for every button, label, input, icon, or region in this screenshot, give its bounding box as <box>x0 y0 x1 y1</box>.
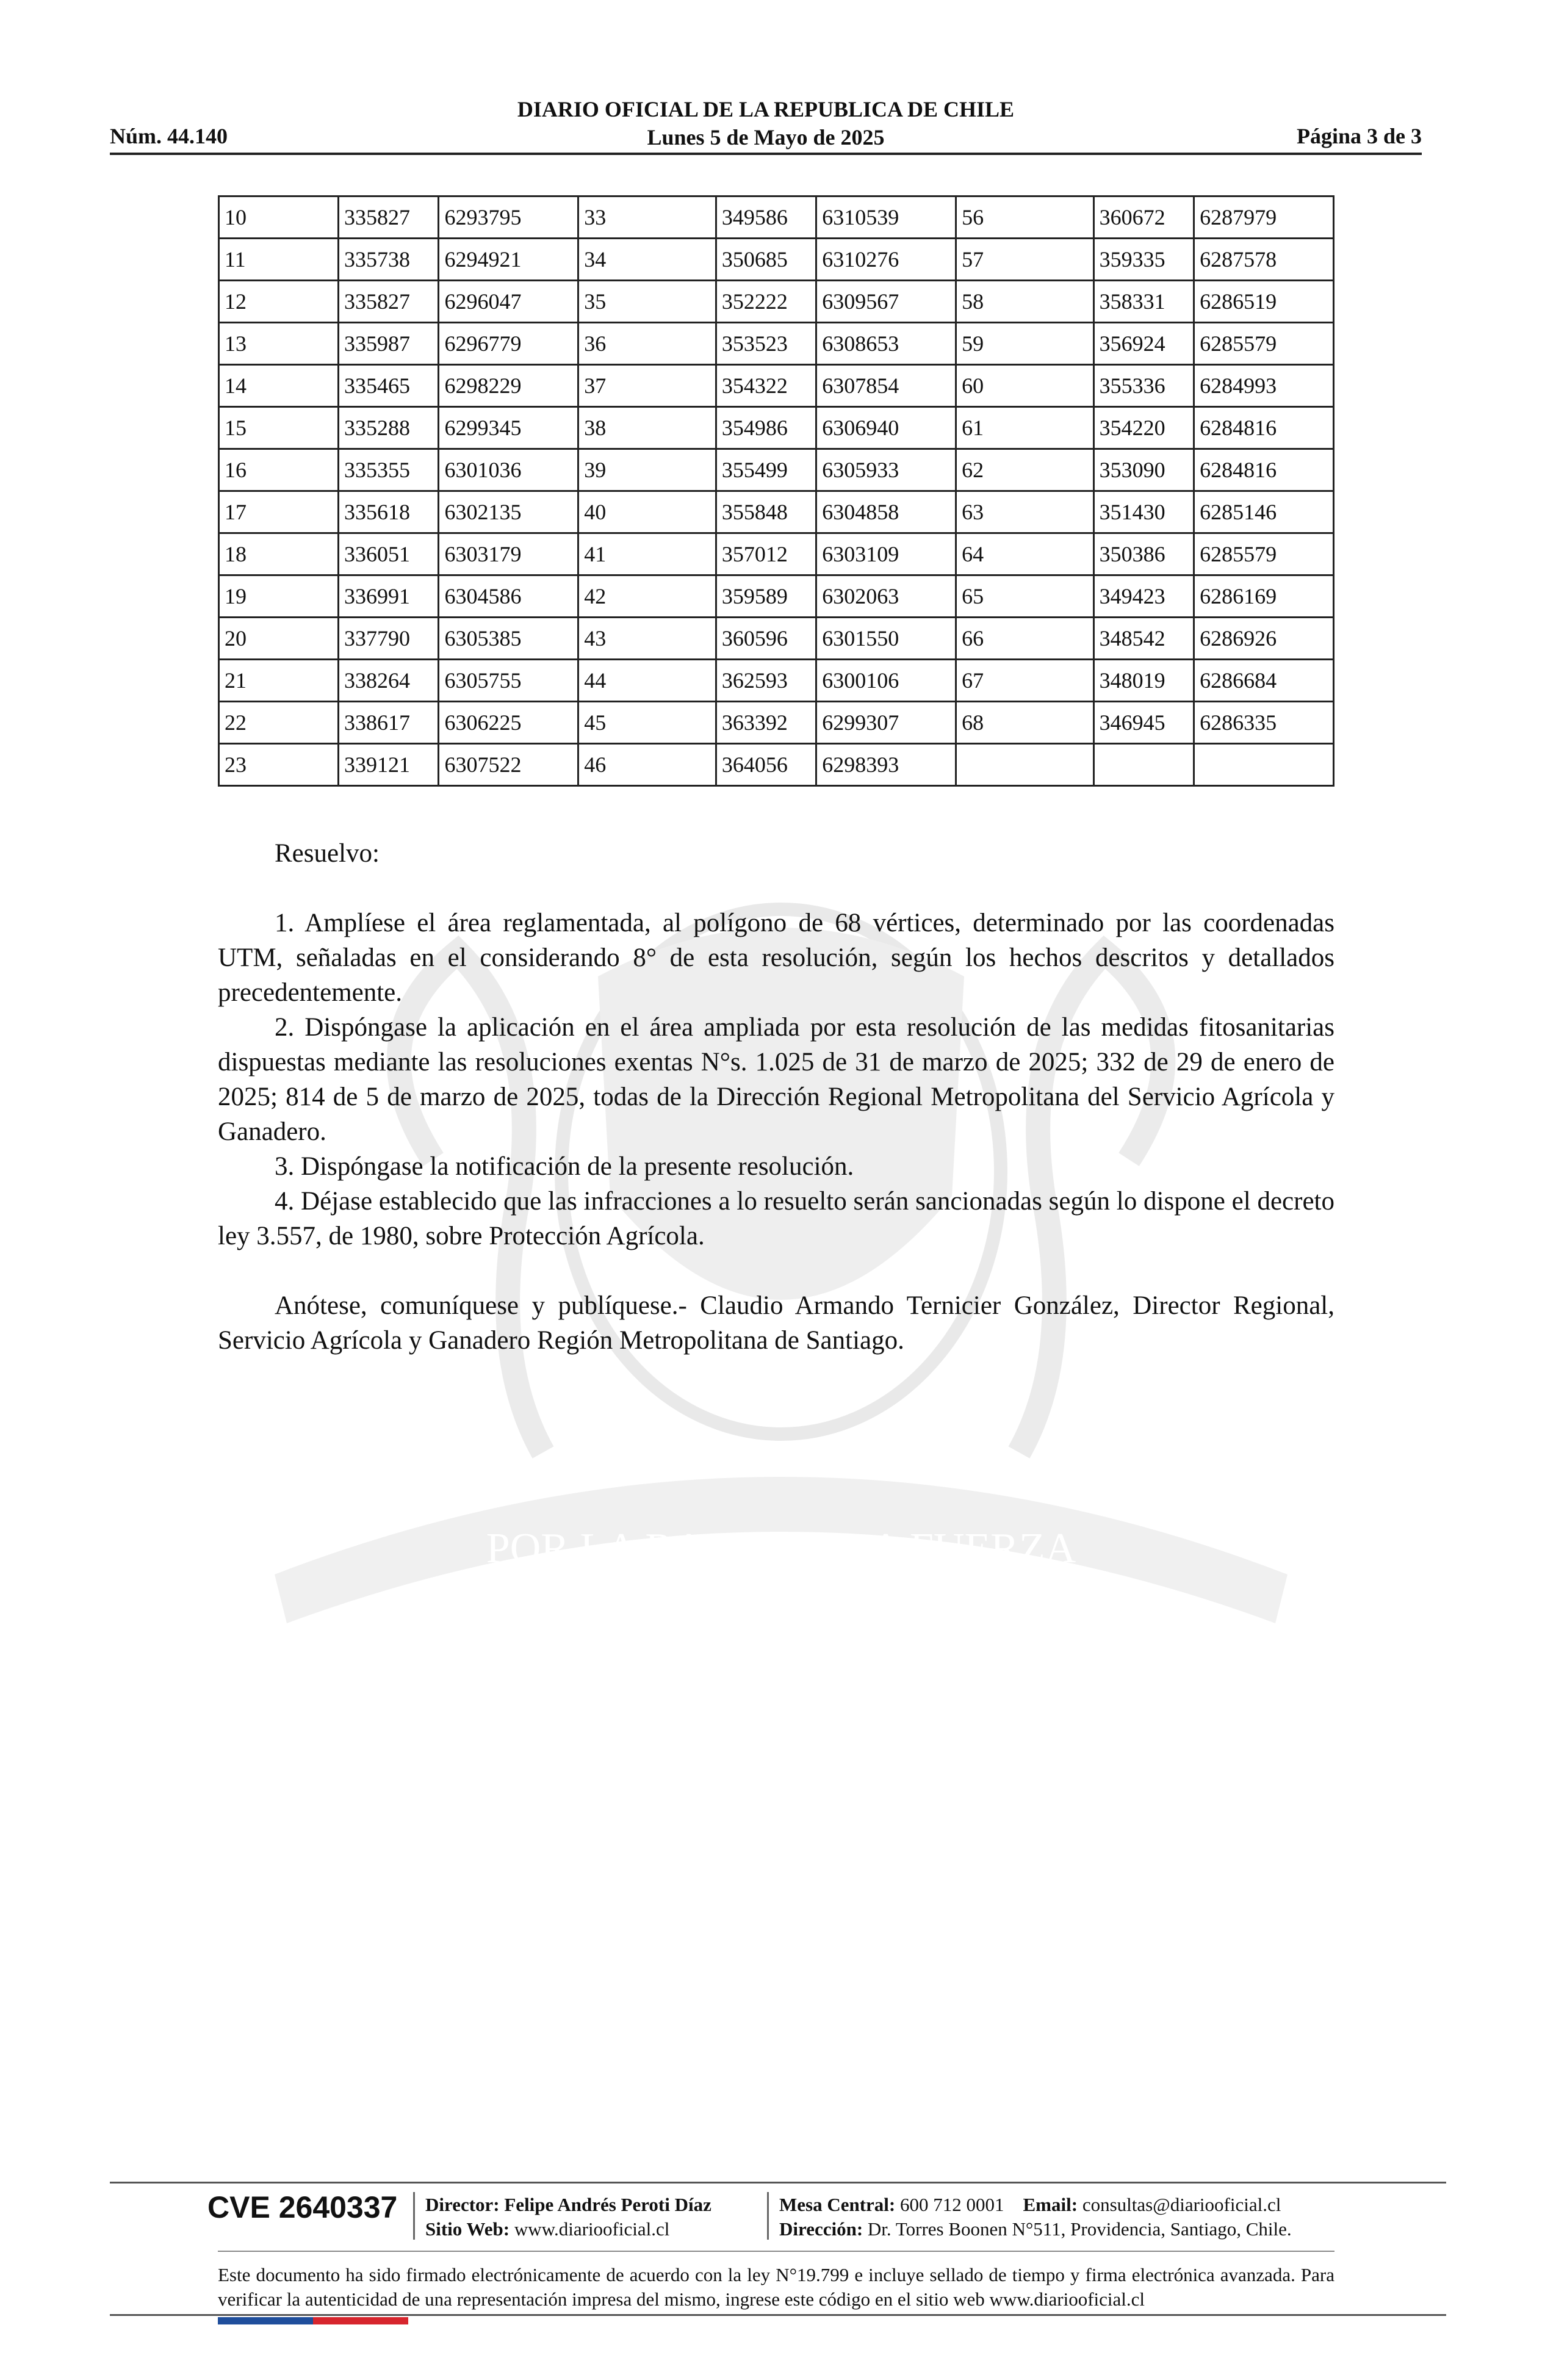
table-cell: 6296047 <box>439 281 578 323</box>
table-cell: 362593 <box>716 660 816 702</box>
table-cell: 6302135 <box>439 491 578 533</box>
footer-divider <box>413 2192 415 2240</box>
table-cell: 43 <box>578 618 716 660</box>
paragraph-3: 3. Dispóngase la notificación de la presente resolución. <box>275 1152 854 1181</box>
table-cell: 6301550 <box>816 618 956 660</box>
table-cell: 40 <box>578 491 716 533</box>
table-cell: 338264 <box>339 660 439 702</box>
table-cell: 6303179 <box>439 533 578 575</box>
newspaper-title <box>110 95 1422 151</box>
table-cell: 6301036 <box>439 449 578 491</box>
table-cell: 14 <box>219 365 339 407</box>
table-cell: 6286926 <box>1194 618 1334 660</box>
table-cell: 17 <box>219 491 339 533</box>
table-row <box>219 407 1334 449</box>
table-cell: 63 <box>956 491 1094 533</box>
table-cell: 65 <box>956 575 1094 618</box>
table-cell: 44 <box>578 660 716 702</box>
table-cell: 64 <box>956 533 1094 575</box>
page-header <box>110 92 1422 155</box>
table-cell: 335738 <box>339 239 439 281</box>
table-cell: 6307522 <box>439 744 578 786</box>
table-cell: 348542 <box>1093 618 1194 660</box>
table-row <box>219 197 1334 239</box>
table-cell: 36 <box>578 323 716 365</box>
table-cell: 6305933 <box>816 449 956 491</box>
table-cell: 352222 <box>716 281 816 323</box>
table-cell: 6304858 <box>816 491 956 533</box>
table-cell: 23 <box>219 744 339 786</box>
table-row <box>219 365 1334 407</box>
table-cell: 353523 <box>716 323 816 365</box>
table-cell: 35 <box>578 281 716 323</box>
table-cell: 348019 <box>1093 660 1194 702</box>
table-row <box>219 660 1334 702</box>
table-cell: 46 <box>578 744 716 786</box>
table-cell: 13 <box>219 323 339 365</box>
table-cell: 355336 <box>1093 365 1194 407</box>
table-row <box>219 491 1334 533</box>
table-cell: 61 <box>956 407 1094 449</box>
table-row <box>219 702 1334 744</box>
table-cell: 349586 <box>716 197 816 239</box>
footer-mid-rule <box>218 2251 1334 2252</box>
table-cell: 335355 <box>339 449 439 491</box>
table-row <box>219 449 1334 491</box>
issue-date: Lunes 5 de Mayo de 2025 <box>647 125 885 150</box>
table-cell: 6303109 <box>816 533 956 575</box>
table-cell: 336051 <box>339 533 439 575</box>
table-cell: 6286519 <box>1194 281 1334 323</box>
footer-divider <box>767 2192 769 2240</box>
table-cell: 62 <box>956 449 1094 491</box>
table-cell: 34 <box>578 239 716 281</box>
table-cell: 6287979 <box>1194 197 1334 239</box>
table-cell: 6308653 <box>816 323 956 365</box>
table-cell: 6296779 <box>439 323 578 365</box>
cve-code: CVE 2640337 <box>207 2190 398 2224</box>
table-cell: 364056 <box>716 744 816 786</box>
table-cell: 354322 <box>716 365 816 407</box>
table-cell: 335987 <box>339 323 439 365</box>
table-cell: 359589 <box>716 575 816 618</box>
table-cell: 360672 <box>1093 197 1194 239</box>
table-cell: 6299345 <box>439 407 578 449</box>
table-cell: 354986 <box>716 407 816 449</box>
director-name: Felipe Andrés Peroti Díaz <box>504 2194 711 2215</box>
table-cell: 360596 <box>716 618 816 660</box>
table-cell: 6294921 <box>439 239 578 281</box>
email-link[interactable]: consultas@diariooficial.cl <box>1082 2194 1281 2215</box>
title-text: DIARIO OFICIAL DE LA REPUBLICA DE CHILE <box>517 97 1015 121</box>
table-cell: 346945 <box>1093 702 1194 744</box>
table-cell: 353090 <box>1093 449 1194 491</box>
table-cell: 6307854 <box>816 365 956 407</box>
table-cell: 6284816 <box>1194 449 1334 491</box>
table-cell: 335288 <box>339 407 439 449</box>
table-cell: 335827 <box>339 281 439 323</box>
table-cell: 6302063 <box>816 575 956 618</box>
table-cell: 6285579 <box>1194 323 1334 365</box>
table-cell: 6305385 <box>439 618 578 660</box>
director-label: Director: <box>425 2194 500 2215</box>
table-cell: 354220 <box>1093 407 1194 449</box>
table-cell: 6310276 <box>816 239 956 281</box>
table-cell: 56 <box>956 197 1094 239</box>
table-cell: 10 <box>219 197 339 239</box>
table-row <box>219 744 1334 786</box>
table-row <box>219 323 1334 365</box>
table-cell: 6304586 <box>439 575 578 618</box>
table-cell: 6287578 <box>1194 239 1334 281</box>
watermark-motto: POR LA RAZON O LA FUERZA <box>486 1525 1076 1572</box>
table-cell: 6306940 <box>816 407 956 449</box>
resolution-text <box>218 836 1334 1358</box>
table-cell: 58 <box>956 281 1094 323</box>
table-cell: 6284993 <box>1194 365 1334 407</box>
table-cell: 59 <box>956 323 1094 365</box>
table-cell: 350685 <box>716 239 816 281</box>
coordinates-table <box>218 195 1334 787</box>
table-cell: 335827 <box>339 197 439 239</box>
table-cell: 363392 <box>716 702 816 744</box>
table-cell: 6286169 <box>1194 575 1334 618</box>
table-cell: 6306225 <box>439 702 578 744</box>
table-cell <box>1093 744 1194 786</box>
table-cell: 42 <box>578 575 716 618</box>
site-link[interactable]: www.diariooficial.cl <box>514 2218 670 2240</box>
table-cell: 41 <box>578 533 716 575</box>
table-cell: 351430 <box>1093 491 1194 533</box>
table-cell: 6299307 <box>816 702 956 744</box>
issue-number: Núm. 44.140 <box>110 124 228 148</box>
email-label: Email: <box>1023 2194 1078 2215</box>
table-cell: 67 <box>956 660 1094 702</box>
table-cell: 15 <box>219 407 339 449</box>
table-cell: 6293795 <box>439 197 578 239</box>
table-row <box>219 281 1334 323</box>
table-row <box>219 533 1334 575</box>
table-row <box>219 575 1334 618</box>
table-cell: 19 <box>219 575 339 618</box>
paragraph-1: 1. Amplíese el área reglamentada, al polígono de 68 vértices, determinado por las coordenadas UTM, señaladas en el considerando 8° de esta resolución, según los hechos descritos y detallados precedentemente. <box>218 909 1334 1007</box>
flag-stripe-red <box>313 2317 408 2324</box>
footer-bottom-rule <box>110 2314 1446 2316</box>
table-cell: 60 <box>956 365 1094 407</box>
table-cell: 21 <box>219 660 339 702</box>
table-cell <box>1194 744 1334 786</box>
table-cell: 335465 <box>339 365 439 407</box>
footer-director-block <box>425 2193 711 2241</box>
phone-label: Mesa Central: <box>779 2194 896 2215</box>
table-row <box>219 239 1334 281</box>
table-cell: 6310539 <box>816 197 956 239</box>
site-label: Sitio Web: <box>425 2218 510 2240</box>
table-cell: 6284816 <box>1194 407 1334 449</box>
table-cell: 355848 <box>716 491 816 533</box>
table-cell: 349423 <box>1093 575 1194 618</box>
resuelvo-heading: Resuelvo: <box>275 839 380 868</box>
phone-number: 600 712 0001 <box>900 2194 1004 2215</box>
table-cell: 357012 <box>716 533 816 575</box>
flag-stripe-blue <box>218 2317 313 2324</box>
table-cell: 6285579 <box>1194 533 1334 575</box>
table-cell: 6298393 <box>816 744 956 786</box>
table-cell: 6300106 <box>816 660 956 702</box>
table-cell: 12 <box>219 281 339 323</box>
page-number: Página 3 de 3 <box>1296 124 1422 148</box>
table-cell: 350386 <box>1093 533 1194 575</box>
table-cell: 45 <box>578 702 716 744</box>
table-cell: 359335 <box>1093 239 1194 281</box>
table-cell: 6286335 <box>1194 702 1334 744</box>
table-cell: 22 <box>219 702 339 744</box>
table-cell: 337790 <box>339 618 439 660</box>
table-cell: 358331 <box>1093 281 1194 323</box>
table-cell: 38 <box>578 407 716 449</box>
table-cell: 6298229 <box>439 365 578 407</box>
footer-top-rule <box>110 2182 1446 2183</box>
table-cell: 335618 <box>339 491 439 533</box>
table-cell: 355499 <box>716 449 816 491</box>
legal-notice: Este documento ha sido firmado electrónicamente de acuerdo con la ley N°19.799 e incluye sellado de tiempo y firma electrónica avanzada. Para verificar la autenticidad de una representación impresa del mismo, ingrese este código en el sitio web www.diariooficial.cl <box>218 2264 1334 2310</box>
address-label: Dirección: <box>779 2218 863 2240</box>
table-cell: 11 <box>219 239 339 281</box>
table-cell: 6286684 <box>1194 660 1334 702</box>
table-cell: 37 <box>578 365 716 407</box>
table-cell: 39 <box>578 449 716 491</box>
footer-contact-block <box>779 2193 1292 2241</box>
table-cell: 338617 <box>339 702 439 744</box>
table-cell <box>956 744 1094 786</box>
table-cell: 356924 <box>1093 323 1194 365</box>
table-cell: 339121 <box>339 744 439 786</box>
coordinates-table-body <box>219 197 1334 786</box>
table-cell: 68 <box>956 702 1094 744</box>
paragraph-4: 4. Déjase establecido que las infracciones a lo resuelto serán sancionadas según lo dispone el decreto ley 3.557, de 1980, sobre Protección Agrícola. <box>218 1187 1334 1250</box>
table-cell: 6285146 <box>1194 491 1334 533</box>
table-cell: 57 <box>956 239 1094 281</box>
table-cell: 66 <box>956 618 1094 660</box>
table-cell: 6309567 <box>816 281 956 323</box>
table-cell: 336991 <box>339 575 439 618</box>
table-cell: 33 <box>578 197 716 239</box>
paragraph-2: 2. Dispóngase la aplicación en el área ampliada por esta resolución de las medidas fitosanitarias dispuestas mediante las resoluciones exentas N°s. 1.025 de 31 de marzo de 2025; 332 de 29 de enero de 2025; 814 de 5 de marzo de 2025, todas de la Dirección Regional Metropolitana del Servicio Agrícola y Ganadero. <box>218 1013 1334 1146</box>
table-cell: 6305755 <box>439 660 578 702</box>
table-row <box>219 618 1334 660</box>
closing-paragraph: Anótese, comuníquese y publíquese.- Claudio Armando Ternicier González, Director Regional, Servicio Agrícola y Ganadero Región Metropolitana de Santiago. <box>218 1291 1334 1355</box>
table-cell: 18 <box>219 533 339 575</box>
table-cell: 16 <box>219 449 339 491</box>
table-cell: 20 <box>219 618 339 660</box>
address-text: Dr. Torres Boonen N°511, Providencia, Santiago, Chile. <box>867 2218 1292 2240</box>
